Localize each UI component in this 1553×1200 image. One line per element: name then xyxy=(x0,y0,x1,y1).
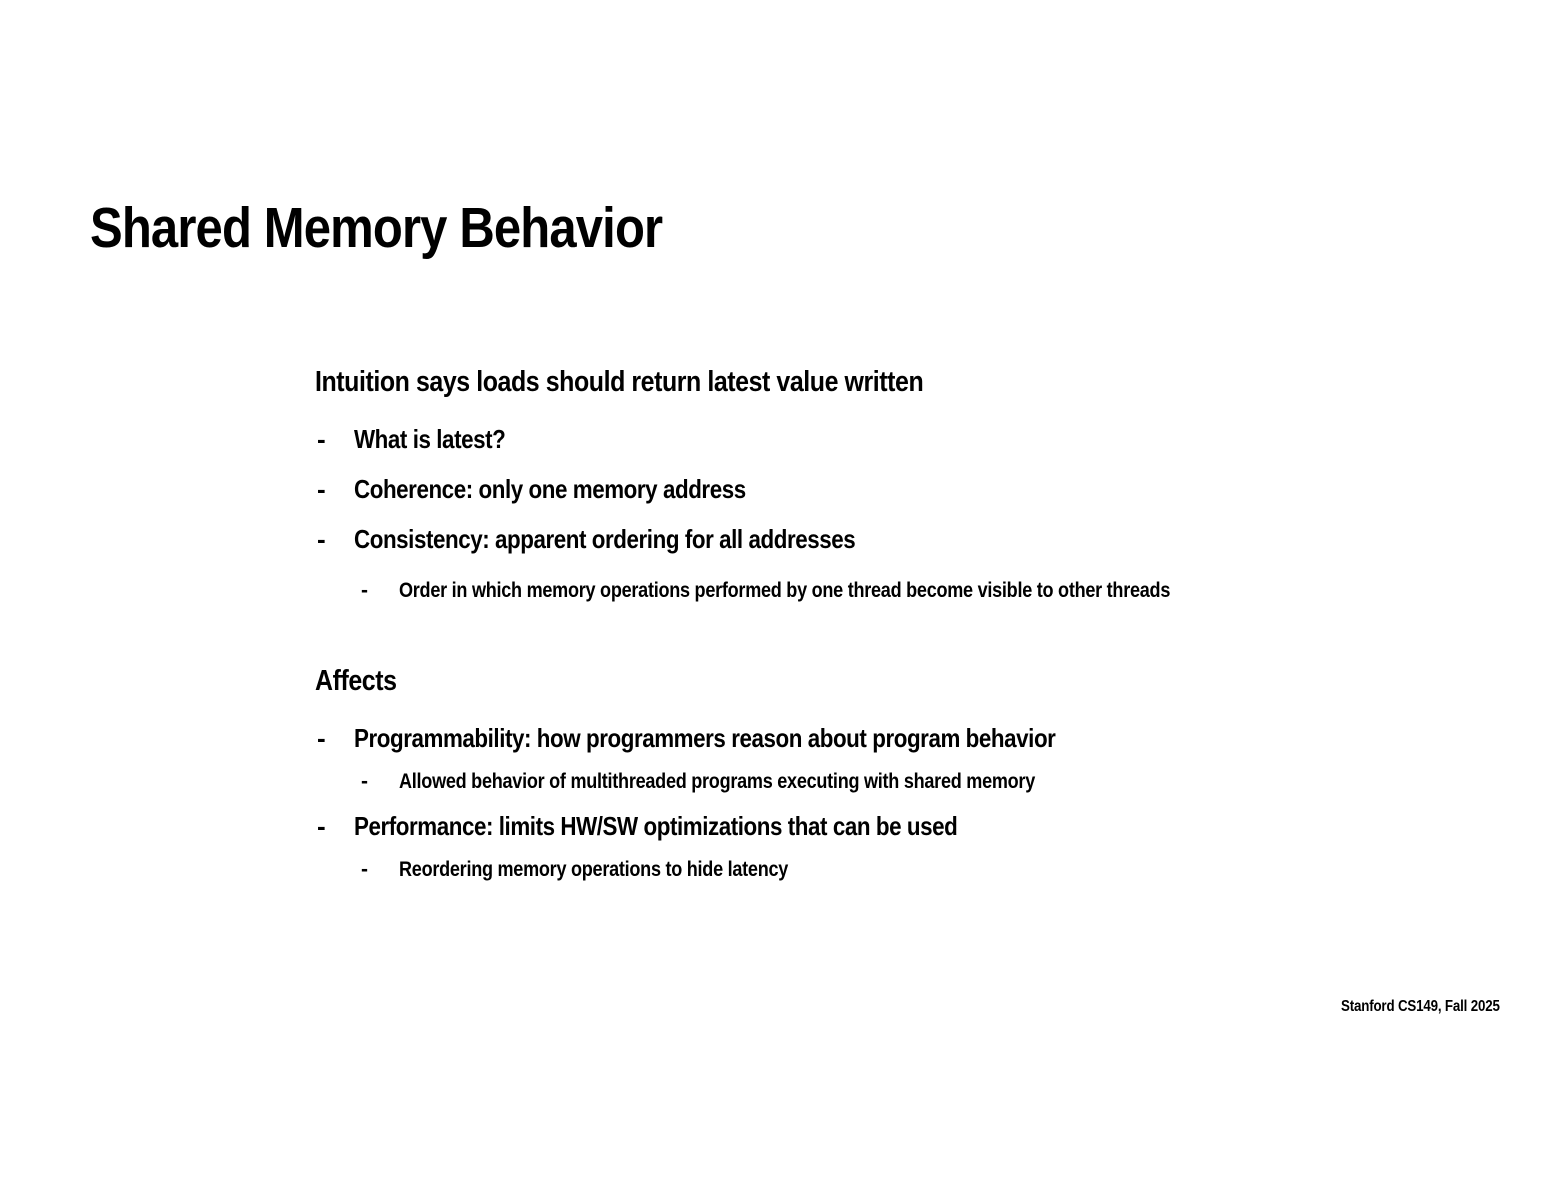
section-heading xyxy=(315,663,1475,699)
dash-bullet-icon: - xyxy=(317,811,326,841)
section-affects xyxy=(315,663,1475,883)
dash-bullet-icon: - xyxy=(317,723,326,753)
slide-title xyxy=(90,196,755,262)
bullet-text: Performance: limits HW/SW optimizations that can be used xyxy=(354,811,958,841)
dash-bullet-icon: - xyxy=(361,770,368,793)
bullet-text: Programmability: how programmers reason about program behavior xyxy=(354,723,1056,753)
dash-bullet-icon: - xyxy=(317,424,326,454)
section-heading-text: Affects xyxy=(315,665,397,697)
bullet-consistency xyxy=(315,524,1475,554)
slide-body xyxy=(315,364,1475,899)
footer-text: Stanford CS149, Fall 2025 xyxy=(1341,998,1501,1015)
dash-bullet-icon: - xyxy=(317,474,326,504)
bullet-programmability xyxy=(315,723,1475,753)
slide-footer xyxy=(1341,998,1526,1016)
section-heading-text: Intuition says loads should return latest value written xyxy=(315,366,924,398)
section-heading xyxy=(315,364,1475,400)
section-intuition xyxy=(315,364,1475,607)
slide-title-text: Shared Memory Behavior xyxy=(90,196,663,260)
bullet-text: Coherence: only one memory address xyxy=(354,474,746,504)
bullet-text: Allowed behavior of multithreaded programs executing with shared memory xyxy=(399,770,1035,793)
dash-bullet-icon: - xyxy=(317,524,326,554)
bullet-text: Order in which memory operations performed by one thread become visible to other threads xyxy=(399,579,1171,602)
bullet-text: Reordering memory operations to hide latency xyxy=(399,858,789,881)
bullet-what-is-latest xyxy=(315,424,1475,454)
subbullet-ordering-visibility xyxy=(315,574,1475,607)
bullet-performance xyxy=(315,811,1475,841)
dash-bullet-icon: - xyxy=(361,858,368,881)
bullet-coherence xyxy=(315,474,1475,504)
bullet-text: What is latest? xyxy=(354,424,506,454)
subbullet-reordering xyxy=(315,857,1475,883)
bullet-text: Consistency: apparent ordering for all addresses xyxy=(354,524,856,554)
subbullet-allowed-behavior xyxy=(315,769,1475,795)
dash-bullet-icon: - xyxy=(361,579,368,602)
